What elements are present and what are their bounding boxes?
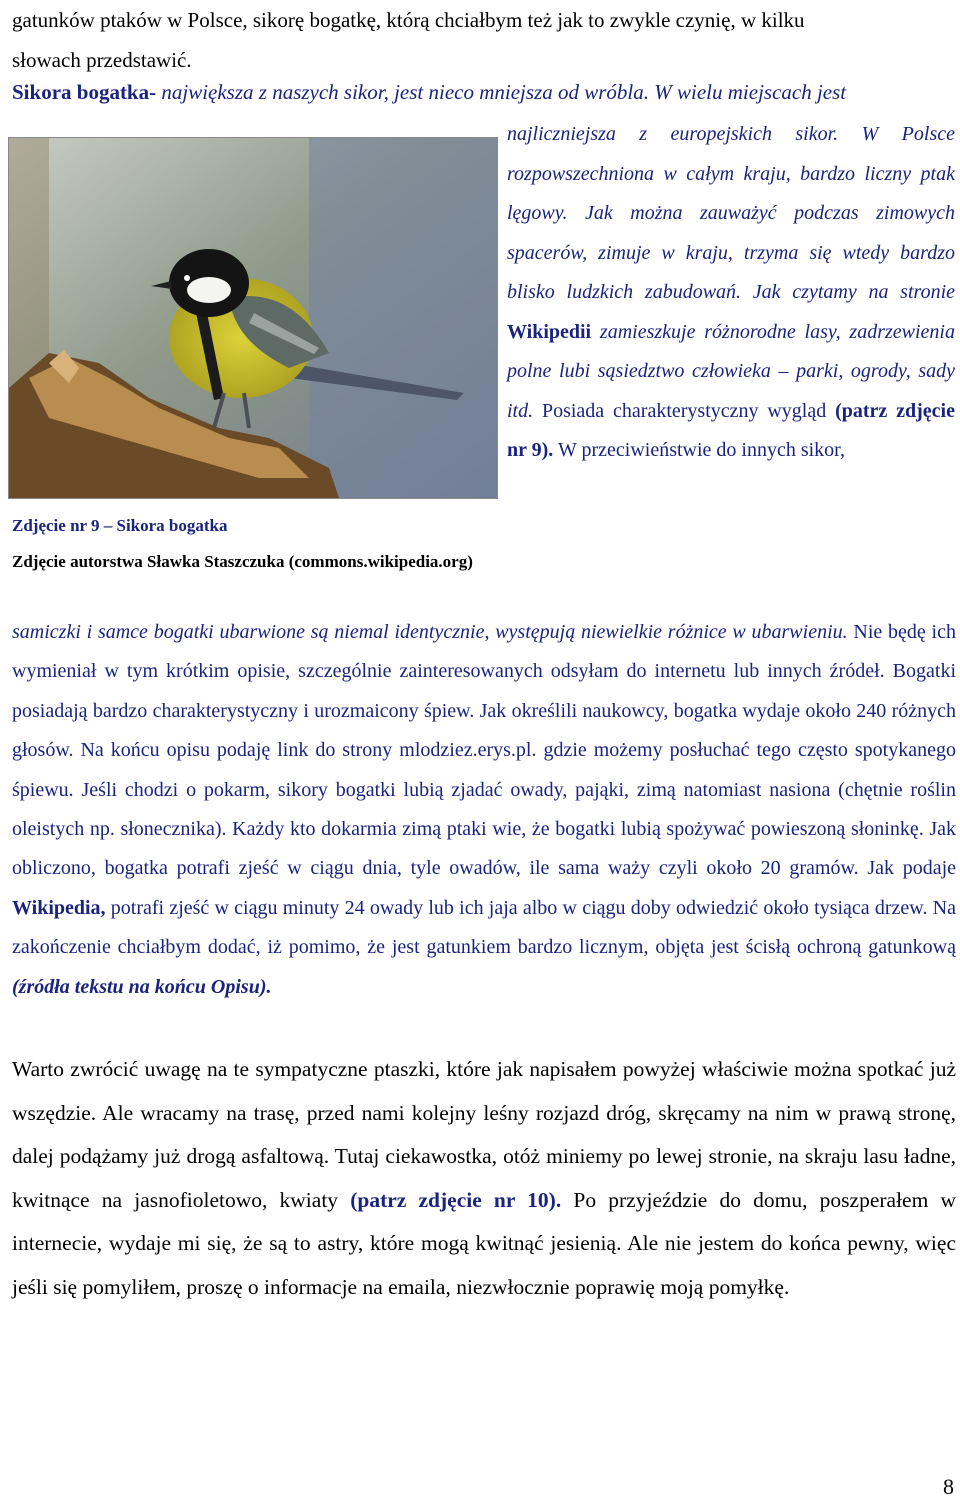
page-number: 8 (943, 1474, 954, 1499)
para-regular-t3: Po przyjeździe do domu, poszperałem w internecie, wydaje mi się, że są to astry, które mogą kwitnąć jesienią. Ale nie jestem do końca pewny, więc jeśli się pomyliłem, proszę o informacje na emaila, niezwłocznie poprawię moją pomyłkę. (12, 1187, 956, 1299)
paragraph-regular (12, 1048, 956, 1309)
species-name: Sikora bogatka- (12, 80, 157, 104)
top-para-col-b: zamieszkuje różnorodne lasy, zadrzewienia polne lubi sąsiedztwo człowieka – parki, ogrody, sady itd. (507, 320, 955, 422)
top-para-lead-text: największa z naszych sikor, jest nieco mniejsza od wróbla. W wielu miejscach jest (156, 80, 847, 104)
erys-link[interactable]: mlodziez.erys.pl. (399, 739, 537, 762)
intro-line-1: gatunków ptaków w Polsce, sikorę bogatkę, którą chciałbym też jak to zwykle czynię, w kilku (12, 8, 805, 32)
wikipedia-link-2[interactable]: Wikipedia, (12, 896, 106, 919)
intro-text (12, 0, 952, 80)
top-para-column (507, 115, 955, 471)
photo-9-ref: (patrz zdjęcie nr 9). (507, 399, 955, 461)
top-para-col-c: Posiada charakterystyczny wygląd (541, 399, 836, 422)
figure-caption-1: Zdjęcie nr 9 – Sikora bogatka (12, 516, 228, 535)
wikipedia-link-1[interactable]: Wikipedii (507, 320, 592, 343)
para-italic-t6: potrafi zjeść w ciągu minuty 24 owady lub ich jaja albo w ciągu doby odwiedzić około tysiąca drzew. Na zakończenie chciałbym dodać, iż pomimo, że jest gatunkiem bardzo licznym, objęta jest ścisłą ochroną gatunkową (12, 896, 956, 959)
paragraph-italic (12, 613, 956, 1007)
photo-10-ref: (patrz zdjęcie nr 10). (350, 1187, 562, 1212)
bird-image (9, 138, 497, 498)
intro-line-2: słowach przedstawić. (12, 48, 192, 72)
para-regular-t1: Warto zwrócić uwagę na te sympatyczne ptaszki, które jak napisałem powyżej właściwie można spotkać już wszędzie. Ale wracamy na trasę, przed nami kolejny leśny rozjazd dróg, skręcamy na nim w prawą stronę, dalej podążamy już drogą asfaltową. Tutaj ciekawostka, otóż miniemy po lewej stronie, na skraju lasu ładne, kwitnące na jasnofioletowo, kwiaty (12, 1057, 956, 1212)
sources-ref: (źródła tekstu na końcu Opisu). (12, 975, 272, 998)
top-para-col-d: W przeciwieństwie do innych sikor, (553, 439, 846, 461)
top-para-col-a: najliczniejsza z europejskich sikor. W Polsce rozpowszechniona w całym kraju, bardzo liczny ptak lęgowy. Jak można zauważyć podczas zimowych spacerów, zimuje w kraju, trzyma się wtedy bardzo blisko ludzkich zabudowań. Jak czytamy na stronie (507, 123, 955, 303)
top-para-lead (12, 80, 952, 105)
great-tit-photo (8, 137, 498, 499)
para-italic-t1: samiczki i samce bogatki ubarwione są niemal identycznie, występują niewielkie różnice w ubarwieniu. (12, 621, 854, 643)
para-italic-t4: gdzie możemy posłuchać tego często spotykanego śpiewu. Jeśli chodzi o pokarm, sikory bogatki lubią zjadać owady, pająki, zimą natomiast nasiona (chętnie roślin oleistych np. słonecznika). Każdy kto dokarmia zimą ptaki wie, że bogatki lubią spożywać powieszoną słoninkę. Jak obliczono, bogatka potrafi zjeść w ciągu dnia, tyle owadów, ile sama waży czyli około 20 gramów. Jak podaje (12, 739, 956, 880)
figure-caption-2: Zdjęcie autorstwa Sławka Staszczuka (commons.wikipedia.org) (12, 552, 473, 571)
para-italic-t2: Nie będę ich wymieniał w tym krótkim opisie, szczególnie zainteresowanych odsyłam do internetu lub innych źródeł. Bogatki posiadają bardzo charakterystyczny i urozmaicony śpiew. Jak określili naukowcy, bogatka wydaje około 240 różnych głosów. Na końcu opisu podaję link do strony (12, 621, 956, 762)
